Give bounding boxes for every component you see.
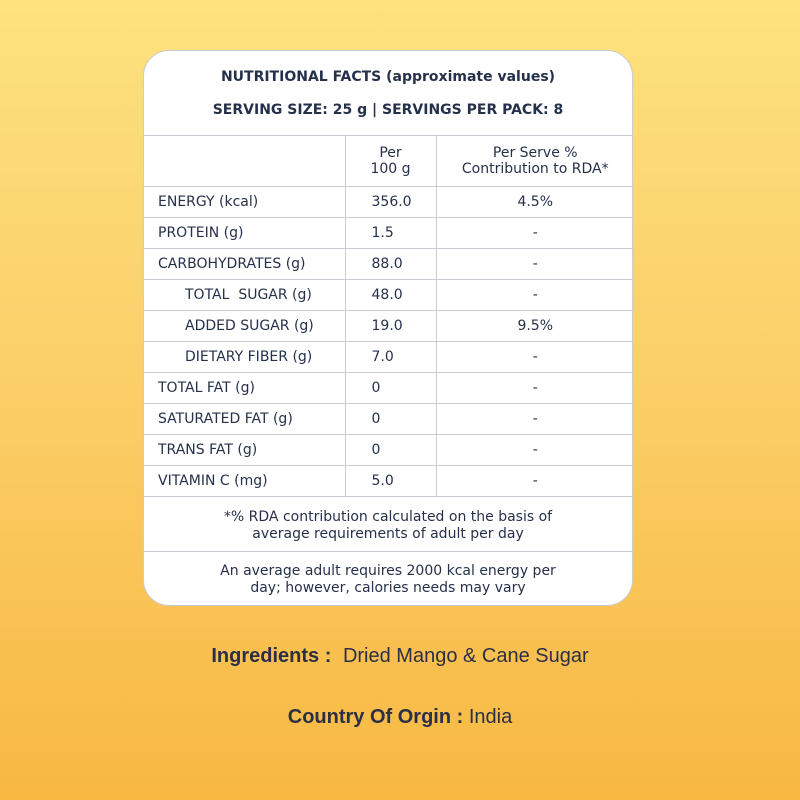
table-row [144,404,633,435]
row-per100g: 5.0 [345,466,436,497]
header-per-label: Per [379,145,402,161]
row-label: TOTAL FAT (g) [144,373,345,404]
row-rda: 9.5% [436,311,633,342]
rda-footnote [144,509,632,543]
row-rda: - [436,373,633,404]
rda-footnote-line1: *% RDA contribution calculated on the basis of [223,509,553,525]
row-label: ADDED SUGAR (g) [144,311,345,342]
table-row [144,342,633,373]
row-label: ENERGY (kcal) [144,187,345,218]
row-rda: - [436,342,633,373]
rda-footnote-line2: average requirements of adult per day [252,526,524,542]
row-per100g: 1.5 [345,218,436,249]
row-label: VITAMIN C (mg) [144,466,345,497]
row-per100g: 88.0 [345,249,436,280]
row-rda: - [436,249,633,280]
row-per100g: 7.0 [345,342,436,373]
energy-note-line1: An average adult requires 2000 kcal energy per [220,563,556,579]
energy-note [144,563,632,597]
row-rda: - [436,404,633,435]
row-label: TOTAL SUGAR (g) [144,280,345,311]
row-rda: - [436,435,633,466]
row-per100g: 19.0 [345,311,436,342]
row-per100g: 48.0 [345,280,436,311]
row-per100g: 0 [345,373,436,404]
table-row [144,249,633,280]
row-label: PROTEIN (g) [144,218,345,249]
header-per-100g [345,136,436,187]
row-label: CARBOHYDRATES (g) [144,249,345,280]
row-label: SATURATED FAT (g) [144,404,345,435]
ingredients-line [0,645,800,668]
table-row [144,218,633,249]
header-rda-line2: Contribution to RDA* [461,161,609,177]
nutrition-title: NUTRITIONAL FACTS (approximate values) [220,69,556,85]
row-per100g: 356.0 [345,187,436,218]
header-100g-label: 100 g [370,161,411,177]
table-row [144,187,633,218]
table-header-row [144,136,633,187]
table-row [144,311,633,342]
ingredients-label: Ingredients : [211,645,332,667]
row-per100g: 0 [345,404,436,435]
table-row [144,373,633,404]
origin-label: Country Of Orgin : [287,706,464,728]
header-empty-cell [144,136,345,187]
row-rda: - [436,466,633,497]
origin-line [0,706,800,729]
header-rda-line1: Per Serve % [492,145,578,161]
table-row [144,466,633,497]
origin-value: India [468,706,513,728]
ingredients-value: Dried Mango & Cane Sugar [342,645,589,667]
nutrition-facts-card [143,50,633,606]
serving-info: SERVING SIZE: 25 g | SERVINGS PER PACK: 8 [212,102,564,118]
table-row [144,435,633,466]
row-label: DIETARY FIBER (g) [144,342,345,373]
row-rda: 4.5% [436,187,633,218]
note-divider [144,551,632,552]
row-rda: - [436,280,633,311]
row-per100g: 0 [345,435,436,466]
table-row [144,280,633,311]
row-rda: - [436,218,633,249]
header-rda [436,136,633,187]
energy-note-line2: day; however, calories needs may vary [250,580,526,596]
row-label: TRANS FAT (g) [144,435,345,466]
nutrition-table [144,135,633,497]
